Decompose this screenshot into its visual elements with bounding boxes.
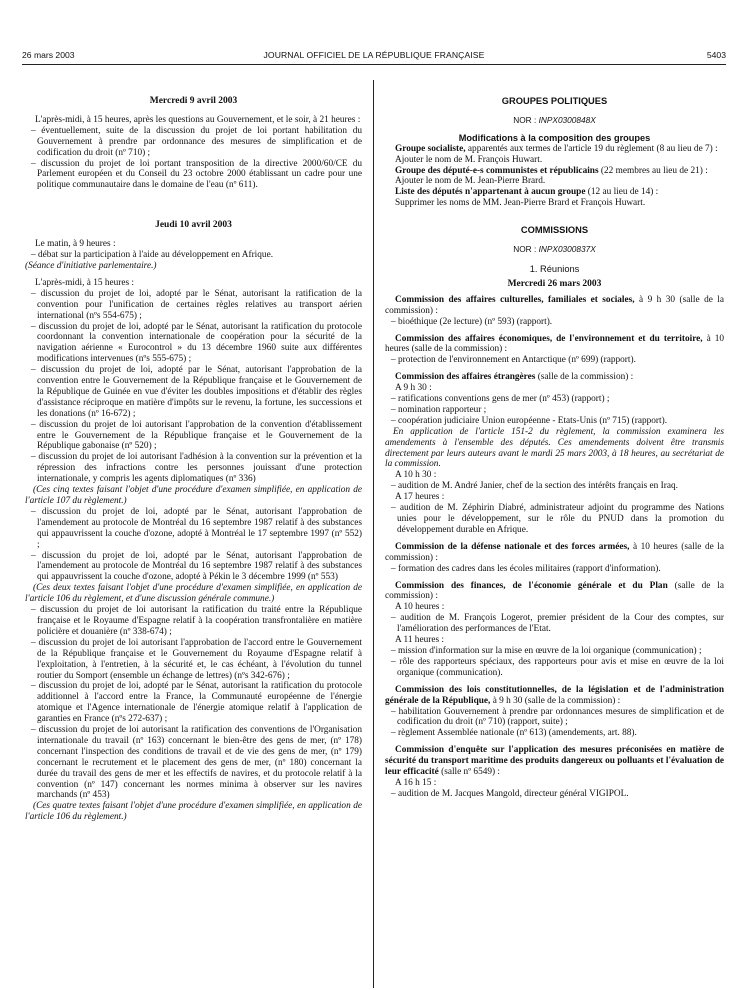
right-column	[385, 84, 724, 800]
agenda-item: – discussion du projet de loi, adopté par le Sénat, autorisant l'approbation de l'amendement au protocole de Montréal du 16 septembre 1987 relatif à des substances qui appauvrissent la couche d'ozone, adopté à Montréal le 17 septembre 1997 (nº 552) ;	[31, 506, 362, 550]
session-intro: L'après-midi, à 15 heures, après les questions au Gouvernement, et le soir, à 21 heures :	[35, 114, 361, 125]
commission-entry: Commission des affaires économiques, de l'environnement et du territoire, à 10 heures (salle de la commission) :	[385, 333, 725, 355]
commission-item: – audition de M. François Logerot, premier président de la Cour des comptes, sur l'amélioration des performances de l'Etat.	[391, 613, 724, 635]
time-label: A 10 heures :	[395, 602, 445, 613]
commission-item: – ratifications conventions gens de mer (nº 453) (rapport) ;	[391, 394, 610, 405]
group-entry: Groupe des député-e-s communistes et républicains (22 membres au lieu de 21) :	[395, 165, 708, 176]
agenda-item: – discussion du projet de loi autorisant l'adhésion à la convention sur la prévention et la répression des infractions contre les personnes jouissant d'une protection internationale, y compris les agents diplomatiques (nº 336)	[31, 452, 362, 485]
agenda-item: – discussion du projet de loi, adopté par le Sénat, autorisant la ratification du protocole additionnel à l'accord entre la France, la Communauté européenne de l'énergie atomique et l'Agence internationale de l'énergie atomique relatif à l'application de garanties en France (nºs 272-637) ;	[31, 681, 362, 725]
section-title-commissions: COMMISSIONS	[520, 225, 589, 236]
header-date: 26 mars 2003	[22, 50, 75, 60]
commission-item: – mission d'information sur la mise en œuvre de la loi organique (communication) ;	[391, 645, 702, 656]
agenda-item: – discussion du projet de loi, adopté par le Sénat, autorisant l'approbation de l'amendement au protocole de Montréal du 16 septembre 1987 relatif à des substances qui appauvrissent la couche d'ozone, adopté à Pékin le 3 décembre 1999 (nº 553)	[31, 550, 362, 583]
subsection-title: 1. Réunions	[529, 263, 580, 274]
date-heading: Mercredi 26 mars 2003	[507, 278, 602, 289]
commission-item: – nomination rapporteur ;	[391, 404, 487, 415]
header-rule	[22, 64, 726, 65]
commission-item: – coopération judiciaire Union européenne - Etats-Unis (nº 715) (rapport).	[391, 415, 668, 426]
date-heading: Mercredi 9 avril 2003	[149, 96, 238, 106]
commission-item: – bioéthique (2e lecture) (nº 593) (rapport).	[391, 316, 553, 327]
commission-entry: Commission des lois constitutionnelles, de la législation et de l'administration générale de la République, à 9 h 30 (salle de la commission) :	[385, 684, 724, 706]
time-label: A 17 heures :	[395, 492, 445, 503]
commission-item: – audition de M. Jacques Mangold, directeur général VIGIPOL.	[391, 788, 629, 799]
agenda-item: – discussion du projet de loi, adopté par le Sénat, autorisant l'approbation de la convention entre le Gouvernement de la République française et le Gouvernement de la République de Guinée en vue d'éviter les doubles impositions et d'établir des règles d'assistance réciproque en matière d'impôts sur le revenu, la fortune, les successions et les donations (nº 16-672) ;	[31, 365, 362, 419]
agenda-item: – discussion du projet de loi autorisant la ratification des conventions de l'Organisation internationale du travail (nº 163) concernant le bien-être des gens de mer, (nº 178) concernant l'inspection des conditions de travail et de vie des gens de mer, (nº 179) concernant le recrutement et le placement des gens de mer, (nº 180) concernant la durée du travail des gens de mer et les effectifs de navires, et du protocole relatif à la convention (nº 147) concernant les normes minima à observer sur les navires marchands (nº 453)	[31, 725, 362, 801]
commission-item: – rôle des rapporteurs spéciaux, des rapporteurs pour avis et mise en œuvre de la loi organique (communication).	[391, 656, 724, 678]
agenda-item: – éventuellement, suite de la discussion du projet de loi portant habilitation du Gouvernement à prendre par ordonnance des mesures de simplification et de codification du droit (nº 710) ;	[31, 125, 362, 158]
procedure-note: (Ces quatre textes faisant l'objet d'une procédure d'examen simplifiée, en application de l'article 106 du règlement.)	[25, 801, 362, 823]
commission-item: – protection de l'environnement en Antarctique (nº 699) (rapport).	[391, 355, 636, 366]
time-label: A 11 heures :	[395, 635, 444, 646]
commission-item: – habilitation Gouvernement à prendre par ordonnances mesures de simplification et de codification du droit (nº 710) (rapport, suite) ;	[391, 706, 724, 728]
commission-note: En application de l'article 151-2 du règlement, la commission examinera les amendements à l'ensemble des députés. Ces amendements doivent être transmis directement par leurs auteurs avant le mardi 25 mars 2003, à 18 heures, au secrétariat de la commission.	[385, 426, 724, 470]
date-heading: Jeudi 10 avril 2003	[155, 220, 232, 231]
page-header	[22, 50, 726, 64]
column-divider	[373, 80, 374, 988]
nor-reference: NOR : INPX0300848X	[513, 114, 596, 125]
time-label: A 16 h 15 :	[395, 777, 437, 788]
journal-title: JOURNAL OFFICIEL DE LA RÉPUBLIQUE FRANÇAISE	[263, 50, 485, 60]
group-entry: Groupe socialiste, apparentés aux termes de l'article 19 du règlement (8 au lieu de 7) :	[395, 143, 718, 154]
procedure-note: (Ces deux textes faisant l'objet d'une procédure d'examen simplifiée, en application de l'article 106 du règlement, et d'une discussion générale commune.)	[25, 583, 362, 605]
commission-entry: Commission d'enquête sur l'application des mesures préconisées en matière de sécurité du transport maritime des produits dangereux ou polluants et l'évaluation de leur efficacité (salle nº 6549) :	[385, 745, 724, 778]
commission-item: – audition de M. André Janier, chef de la section des intérêts français en Iraq.	[391, 481, 678, 492]
agenda-item: – discussion du projet de loi portant transposition de la directive 2000/60/CE du Parlement européen et du Conseil du 23 octobre 2000 établissant un cadre pour une politique communautaire dans le domaine de l'eau (nº 611).	[31, 158, 362, 191]
session-intro: L'après-midi, à 15 heures :	[35, 277, 135, 288]
group-entry: Liste des députés n'appartenant à aucun groupe (12 au lieu de 14) :	[395, 187, 659, 198]
group-action: Ajouter le nom de M. François Huwart.	[395, 154, 543, 165]
time-label: A 9 h 30 :	[395, 383, 432, 394]
agenda-item: – discussion du projet de loi, adopté par le Sénat, autorisant la ratification du protocole coordonnant la convention internationale de coopération pour la sécurité de la navigation aérienne « Eurocontrol » du 13 décembre 1960 suite aux différentes modifications intervenues (nºs 555-675) ;	[31, 321, 362, 365]
agenda-item: – discussion du projet de loi autorisant l'approbation de la convention d'établissement entre le Gouvernement de la République française et le Gouvernement de la République gabonaise (nº 520) ;	[31, 419, 362, 452]
agenda-item: – discussion du projet de loi autorisant l'approbation de l'accord entre le Gouvernement de la République française et le Gouvernement du Royaume d'Espagne relatif à l'exploitation, à l'entretien, à la sécurité et, le cas échéant, à l'évolution du tunnel routier du Somport (ensemble un échange de lettres) (nºs 342-676) ;	[31, 637, 362, 681]
agenda-item: – débat sur la participation à l'aide au développement en Afrique.	[31, 250, 274, 261]
commission-entry: Commission des affaires étrangères (salle de la commission) :	[395, 372, 634, 383]
agenda-item: – discussion du projet de loi, adopté par le Sénat, autorisant la ratification de la convention pour l'unification de certaines règles relatives au transport aérien international (nºs 554-675) ;	[31, 288, 362, 321]
group-action: Ajouter le nom de M. Jean-Pierre Brard.	[395, 176, 546, 187]
section-title-groupes: GROUPES POLITIQUES	[501, 96, 608, 106]
page-number: 5403	[706, 50, 726, 60]
nor-reference: NOR : INPX0300837X	[513, 244, 596, 255]
subsection-title: Modifications à la composition des groupes	[458, 132, 651, 143]
procedure-note: (Ces cinq textes faisant l'objet d'une procédure d'examen simplifiée, en application de l'article 107 du règlement.)	[25, 485, 362, 506]
session-note: (Séance d'initiative parlementaire.)	[25, 260, 157, 271]
time-label: A 10 h 30 :	[395, 470, 437, 481]
group-action: Supprimer les noms de MM. Jean-Pierre Brard et François Huwart.	[395, 198, 646, 209]
commission-item: – audition de M. Zéphirin Diabré, administrateur adjoint du programme des Nations unies pour le développement, sur le rôle du PNUD dans la promotion du développement durable en Afrique.	[391, 503, 724, 535]
commission-item: – formation des cadres dans les écoles militaires (rapport d'information).	[391, 563, 661, 574]
commission-entry: Commission des affaires culturelles, familiales et sociales, à 9 h 30 (salle de la commission) :	[385, 294, 724, 316]
agenda-item: – discussion du projet de loi autorisant la ratification du traité entre la République française et le Royaume d'Espagne relatif à la coopération transfrontalière en matière policière et douanière (nº 338-674) ;	[31, 605, 362, 637]
commission-item: – règlement Assemblée nationale (nº 613) (amendements, art. 88).	[391, 728, 637, 739]
left-column	[25, 84, 362, 823]
session-intro: Le matin, à 9 heures :	[35, 239, 116, 250]
commission-entry: Commission de la défense nationale et des forces armées, à 10 heures (salle de la commission) :	[385, 541, 724, 563]
commission-entry: Commission des finances, de l'économie générale et du Plan (salle de la commission) :	[385, 580, 725, 602]
